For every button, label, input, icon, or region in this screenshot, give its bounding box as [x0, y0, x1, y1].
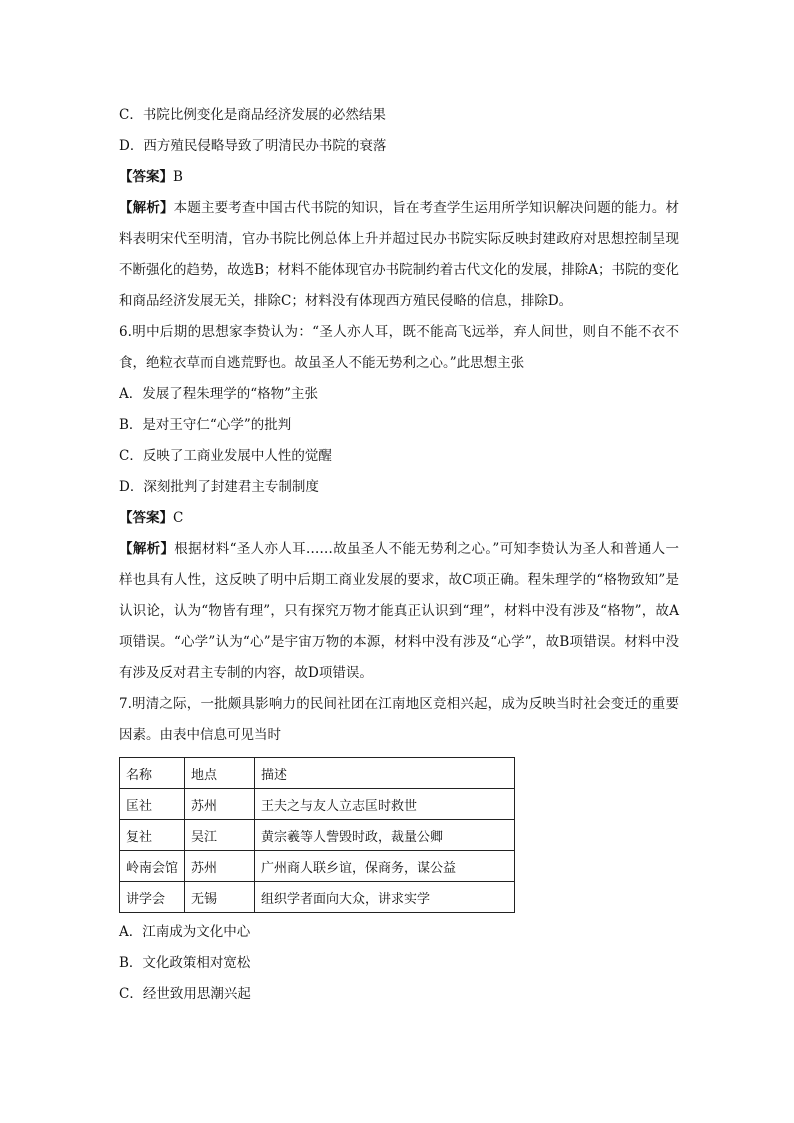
table-row — [120, 882, 515, 913]
table-cell: 王夫之与友人立志匡时救世 — [255, 789, 515, 820]
q5-option-c: C．书院比例变化是商品经济发展的必然结果 — [119, 107, 386, 123]
table-cell: 吴江 — [185, 820, 255, 851]
answer-tag: 【答案】 — [119, 169, 173, 185]
analysis-text: 本题主要考查中国古代书院的知识，旨在考查学生运用所学知识解决问题的能力。材料表明宋代至明清，官办书院比例总体上升并超过民办书院实际反映封建政府对思想控制呈现不断强化的趋势，故选B；材料不能体现官办书院制约着古代文化的发展，排除A；书院的变化和商品经济发展无关，排除C；材料没有体现西方殖民侵略的信息，排除D。 — [119, 200, 680, 309]
table-row — [120, 851, 515, 882]
table-cell: 岭南会馆 — [120, 851, 185, 882]
answer-tag: 【答案】 — [119, 510, 173, 526]
analysis-tag: 【解析】 — [119, 541, 175, 557]
table-cell: 无锡 — [185, 882, 255, 913]
q6-option-c: C．反映了工商业发展中人性的觉醒 — [119, 448, 332, 464]
q7-option-b: B．文化政策相对宽松 — [119, 955, 251, 971]
table-cell: 组织学者面向大众，讲求实学 — [255, 882, 515, 913]
table-cell: 苏州 — [185, 851, 255, 882]
answer-value: C — [173, 510, 184, 526]
table-cell: 苏州 — [185, 789, 255, 820]
analysis-text: 根据材料“圣人亦人耳……故虽圣人不能无势利之心。”可知李贽认为圣人和普通人一样也具有人性，这反映了明中后期工商业发展的要求，故C项正确。程朱理学的“格物致知”是认识论，认为“物皆有理”，只有探究万物才能真正认识到“理”，材料中没有涉及“格物”，故A项错误。“心学”认为“心”是宇宙万物的本源，材料中没有涉及“心学”，故B项错误。材料中没有涉及反对君主专制的内容，故D项错误。 — [119, 541, 679, 681]
q5-analysis — [119, 193, 679, 317]
answer-value: B — [173, 169, 183, 185]
analysis-tag: 【解析】 — [119, 200, 174, 216]
q6-answer — [119, 503, 679, 534]
table-cell: 广州商人联乡谊，保商务，谋公益 — [255, 851, 515, 882]
q6-stem: 6.明中后期的思想家李贽认为：“圣人亦人耳，既不能高飞远举，弃人间世，则自不能不衣不食，绝粒衣草而自逃荒野也。故虽圣人不能无势利之心。”此思想主张 — [119, 324, 679, 371]
q6-option-b: B．是对王守仁“心学”的批判 — [119, 417, 292, 433]
q5-option-d: D．西方殖民侵略导致了明清民办书院的衰落 — [119, 138, 387, 154]
q6-option-d: D．深刻批判了封建君主专制制度 — [119, 479, 319, 495]
q6-option-a: A．发展了程朱理学的“格物”主张 — [119, 386, 319, 402]
table-header-cell: 地点 — [185, 758, 255, 789]
table-header-cell: 名称 — [120, 758, 185, 789]
table-row — [120, 820, 515, 851]
document-content — [119, 100, 679, 1010]
table-header-cell: 描述 — [255, 758, 515, 789]
q7-option-a: A．江南成为文化中心 — [119, 924, 251, 940]
q6-analysis — [119, 534, 679, 689]
q7-option-c: C．经世致用思潮兴起 — [119, 986, 251, 1002]
q7-stem: 7.明清之际，一批颇具影响力的民间社团在江南地区竞相兴起，成为反映当时社会变迁的重要因素。由表中信息可见当时 — [119, 696, 679, 743]
table-cell: 匡社 — [120, 789, 185, 820]
q7-table — [119, 757, 515, 913]
q5-answer — [119, 162, 679, 193]
table-cell: 黄宗羲等人訾毁时政，裁量公卿 — [255, 820, 515, 851]
table-row — [120, 789, 515, 820]
table-cell: 复社 — [120, 820, 185, 851]
table-cell: 讲学会 — [120, 882, 185, 913]
table-header-row — [120, 758, 515, 789]
